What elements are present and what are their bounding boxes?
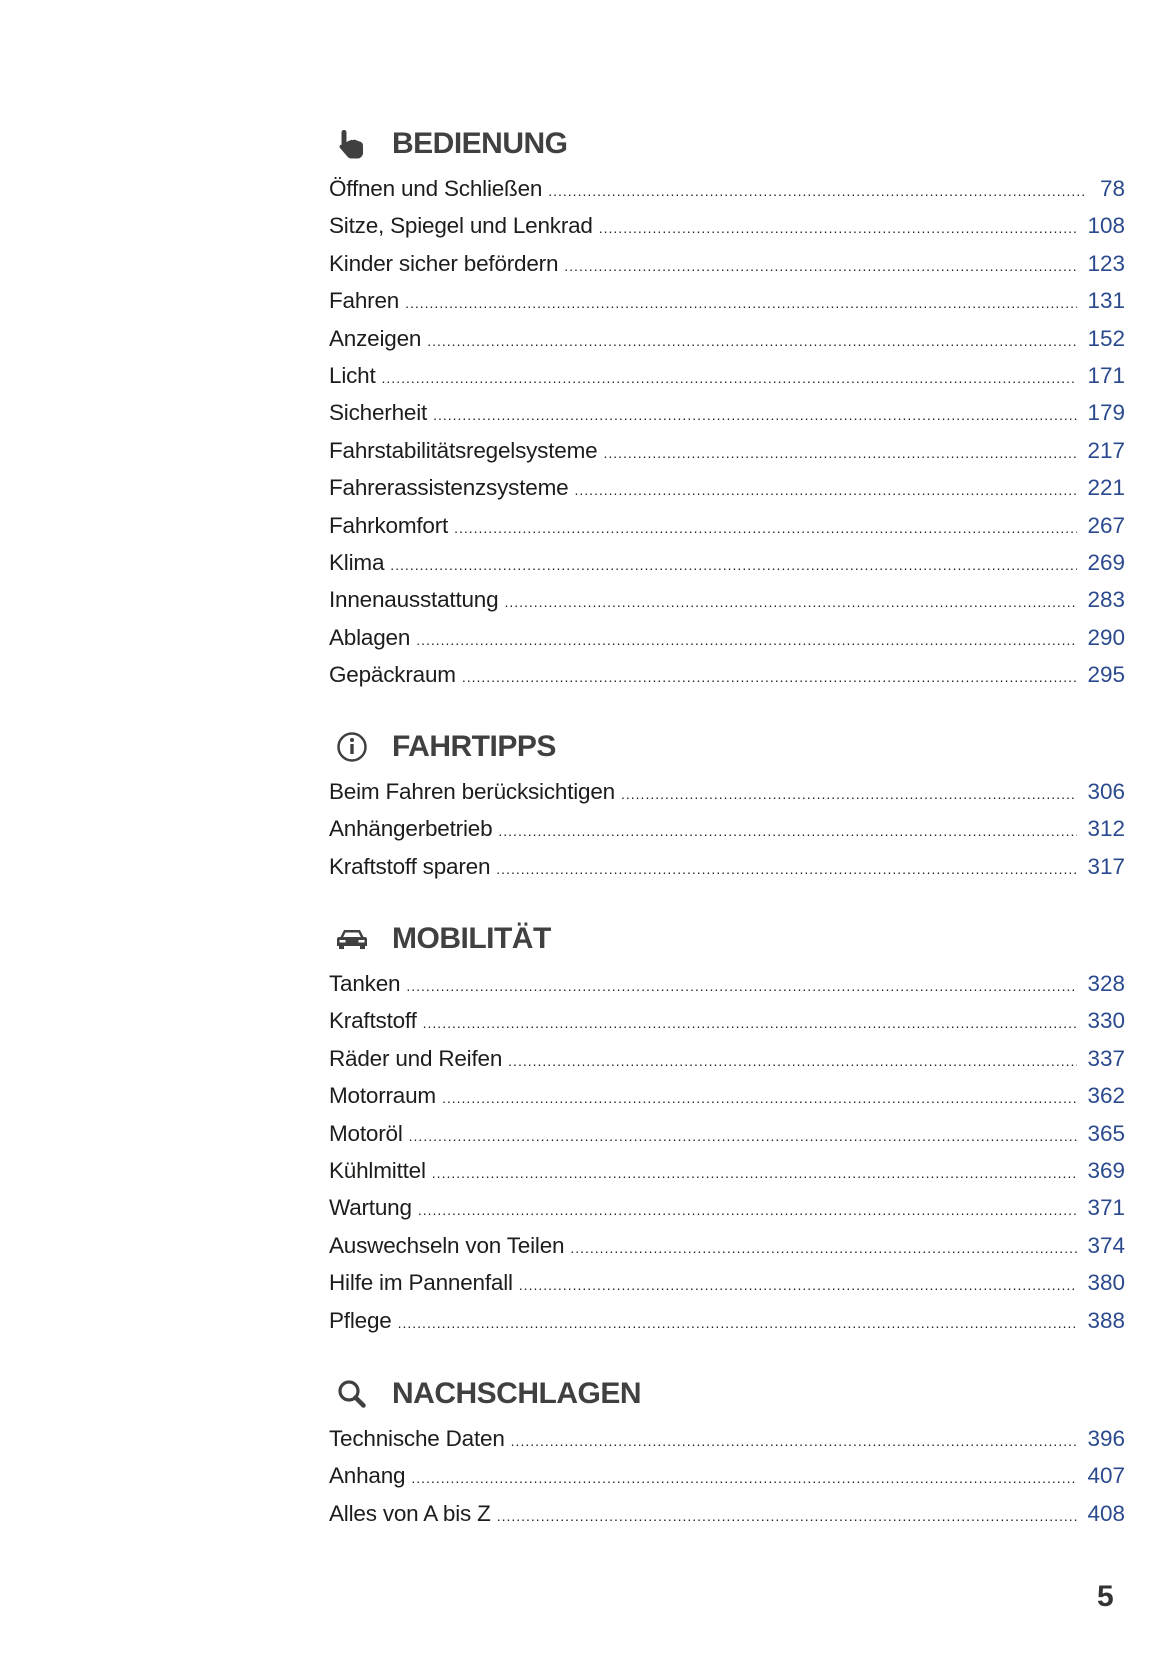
toc-entry-page[interactable]: 269	[1087, 549, 1125, 575]
toc-entry[interactable]	[329, 544, 1125, 581]
dot-leader	[574, 472, 1077, 509]
toc-entry[interactable]	[329, 245, 1125, 282]
toc-entry[interactable]	[329, 810, 1125, 847]
toc-entry-label: Pflege	[329, 1307, 392, 1333]
toc-entry[interactable]	[329, 1302, 1125, 1339]
dot-leader	[519, 1267, 1078, 1304]
toc-entry-label: Sitze, Spiegel und Lenkrad	[329, 213, 593, 239]
toc-entry-label: Klima	[329, 549, 385, 575]
toc-entry[interactable]	[329, 1040, 1125, 1077]
dot-leader	[409, 1118, 1078, 1155]
dot-leader	[504, 584, 1077, 621]
toc-entry-page[interactable]: 362	[1087, 1083, 1125, 1109]
toc-entry-page[interactable]: 179	[1087, 400, 1125, 426]
section-nachschlagen	[329, 1374, 1125, 1532]
toc-entry[interactable]	[329, 848, 1125, 885]
toc-entry-page[interactable]: 374	[1087, 1232, 1125, 1258]
toc-entry-label: Alles von A bis Z	[329, 1500, 491, 1526]
dot-leader	[511, 1423, 1078, 1460]
toc-entry-label: Kinder sicher befördern	[329, 250, 559, 276]
toc-entry-page[interactable]: 152	[1087, 325, 1125, 351]
dot-leader	[432, 1155, 1078, 1192]
toc-entry-label: Kraftstoff sparen	[329, 853, 491, 879]
dot-leader	[416, 622, 1077, 659]
dot-leader	[496, 851, 1077, 888]
toc-entry-label: Hilfe im Pannenfall	[329, 1270, 513, 1296]
dot-leader	[411, 1460, 1077, 1497]
toc-entry-page[interactable]: 78	[1099, 176, 1125, 201]
toc-entry-label: Fahrerassistenzsysteme	[329, 475, 569, 501]
dot-leader	[498, 813, 1077, 850]
toc-entry-page[interactable]: 123	[1087, 250, 1125, 276]
toc-entry-page[interactable]: 407	[1087, 1463, 1125, 1489]
dot-leader	[405, 285, 1077, 322]
dot-leader	[382, 360, 1078, 397]
toc-entry-page[interactable]: 312	[1087, 816, 1125, 842]
dot-leader	[621, 776, 1077, 813]
dot-leader	[548, 173, 1085, 210]
toc-entry[interactable]	[329, 581, 1125, 618]
toc-entry-label: Innenausstattung	[329, 587, 499, 613]
toc-entry-page[interactable]: 108	[1087, 213, 1125, 239]
toc-entry-page[interactable]: 396	[1087, 1426, 1125, 1451]
toc-entry-label: Motorraum	[329, 1083, 436, 1109]
toc-entry-label: Anhang	[329, 1463, 406, 1489]
section-title: NACHSCHLAGEN	[392, 1377, 641, 1410]
toc-entry[interactable]	[329, 469, 1125, 506]
toc-entry[interactable]	[329, 619, 1125, 656]
toc-entry-label: Motoröl	[329, 1120, 403, 1146]
toc-entry-page[interactable]: 408	[1087, 1500, 1125, 1526]
toc-entry-label: Auswechseln von Teilen	[329, 1232, 565, 1258]
dot-leader	[427, 323, 1077, 360]
toc-entry[interactable]	[329, 1152, 1125, 1189]
toc-entry-page[interactable]: 328	[1087, 971, 1125, 996]
toc-entry-label: Fahrkomfort	[329, 512, 449, 538]
toc-entry[interactable]	[329, 965, 1125, 1002]
toc-entry-page[interactable]: 337	[1087, 1045, 1125, 1071]
toc-entry[interactable]	[329, 1227, 1125, 1264]
toc-entry[interactable]	[329, 1002, 1125, 1039]
toc-entry[interactable]	[329, 207, 1125, 244]
section-heading	[329, 727, 1125, 767]
toc-entry-page[interactable]: 267	[1087, 512, 1125, 538]
section-heading	[329, 919, 1125, 959]
dot-leader	[603, 435, 1077, 472]
dot-leader	[599, 210, 1078, 247]
toc-entry-page[interactable]: 221	[1087, 475, 1125, 501]
dot-leader	[406, 968, 1077, 1005]
toc-entry[interactable]	[329, 1495, 1125, 1532]
dot-leader	[462, 659, 1078, 696]
toc-entry[interactable]	[329, 432, 1125, 469]
toc-entry-label: Gepäckraum	[329, 662, 456, 688]
toc-entry-label: Beim Fahren berücksichtigen	[329, 779, 615, 804]
dot-leader	[570, 1230, 1077, 1267]
toc-entry[interactable]	[329, 1115, 1125, 1152]
toc-entry-label: Räder und Reifen	[329, 1045, 503, 1071]
toc-entry-page[interactable]: 171	[1087, 362, 1125, 388]
toc-entry[interactable]	[329, 773, 1125, 810]
info-icon	[335, 731, 369, 763]
toc-entry-page[interactable]: 317	[1087, 853, 1125, 879]
dot-leader	[433, 397, 1077, 434]
search-icon	[335, 1378, 369, 1410]
section-bedienung	[329, 124, 1125, 693]
car-icon	[335, 923, 369, 955]
toc-entry-label: Anhängerbetrieb	[329, 816, 493, 842]
toc-entry-page[interactable]: 306	[1087, 779, 1125, 804]
toc-entry[interactable]	[329, 1457, 1125, 1494]
toc-entry-page[interactable]: 365	[1087, 1120, 1125, 1146]
toc-entry-label: Kraftstoff	[329, 1008, 417, 1034]
toc-entry-label: Sicherheit	[329, 400, 428, 426]
dot-leader	[390, 547, 1077, 584]
toc-entry-page[interactable]: 283	[1087, 587, 1125, 613]
section-title: FAHRTIPPS	[392, 730, 556, 763]
dot-leader	[454, 510, 1077, 547]
toc-entry-label: Öffnen und Schließen	[329, 176, 543, 201]
toc-entry-page[interactable]: 369	[1087, 1157, 1125, 1183]
toc-entry[interactable]	[329, 394, 1125, 431]
section-mobilitaet	[329, 919, 1125, 1339]
toc-entry[interactable]	[329, 1077, 1125, 1114]
toc-entry[interactable]	[329, 357, 1125, 394]
toc-entry-page[interactable]: 290	[1087, 624, 1125, 650]
toc-entry-label: Fahrstabilitätsregelsysteme	[329, 437, 598, 463]
dot-leader	[564, 248, 1077, 285]
toc-entry[interactable]	[329, 507, 1125, 544]
toc-entry[interactable]	[329, 1420, 1125, 1457]
toc-entry-page[interactable]: 131	[1087, 288, 1125, 314]
dot-leader	[508, 1043, 1077, 1080]
toc-entry[interactable]	[329, 320, 1125, 357]
toc-entry-label: Tanken	[329, 971, 401, 996]
dot-leader	[423, 1005, 1078, 1042]
pointing-hand-icon	[335, 128, 369, 160]
toc-entry-page[interactable]: 217	[1087, 437, 1125, 463]
toc-entry-page[interactable]: 388	[1087, 1307, 1125, 1333]
toc-entry[interactable]	[329, 282, 1125, 319]
section-fahrtipps	[329, 727, 1125, 885]
dot-leader	[398, 1305, 1078, 1342]
toc-entry-page[interactable]: 330	[1087, 1008, 1125, 1034]
toc-entry-page[interactable]: 371	[1087, 1195, 1125, 1221]
toc-entry-label: Anzeigen	[329, 325, 422, 351]
toc-entry-label: Technische Daten	[329, 1426, 505, 1451]
toc-entry[interactable]	[329, 1264, 1125, 1301]
toc-entry[interactable]	[329, 656, 1125, 693]
section-heading	[329, 1374, 1125, 1414]
section-heading	[329, 124, 1125, 164]
toc-entry-label: Ablagen	[329, 624, 411, 650]
toc-entry-label: Licht	[329, 362, 376, 388]
toc-entry-label: Kühlmittel	[329, 1157, 426, 1183]
toc-entry-page[interactable]: 380	[1087, 1270, 1125, 1296]
toc-entry[interactable]	[329, 1189, 1125, 1226]
page-number: 5	[1097, 1580, 1114, 1613]
section-title: BEDIENUNG	[392, 127, 568, 160]
section-title: MOBILITÄT	[392, 922, 551, 955]
toc-entry-label: Wartung	[329, 1195, 412, 1221]
dot-leader	[418, 1192, 1078, 1229]
toc-entry-page[interactable]: 295	[1087, 662, 1125, 688]
dot-leader	[497, 1498, 1078, 1535]
toc-entry-label: Fahren	[329, 288, 400, 314]
toc-entry[interactable]	[329, 170, 1125, 207]
dot-leader	[442, 1080, 1077, 1117]
